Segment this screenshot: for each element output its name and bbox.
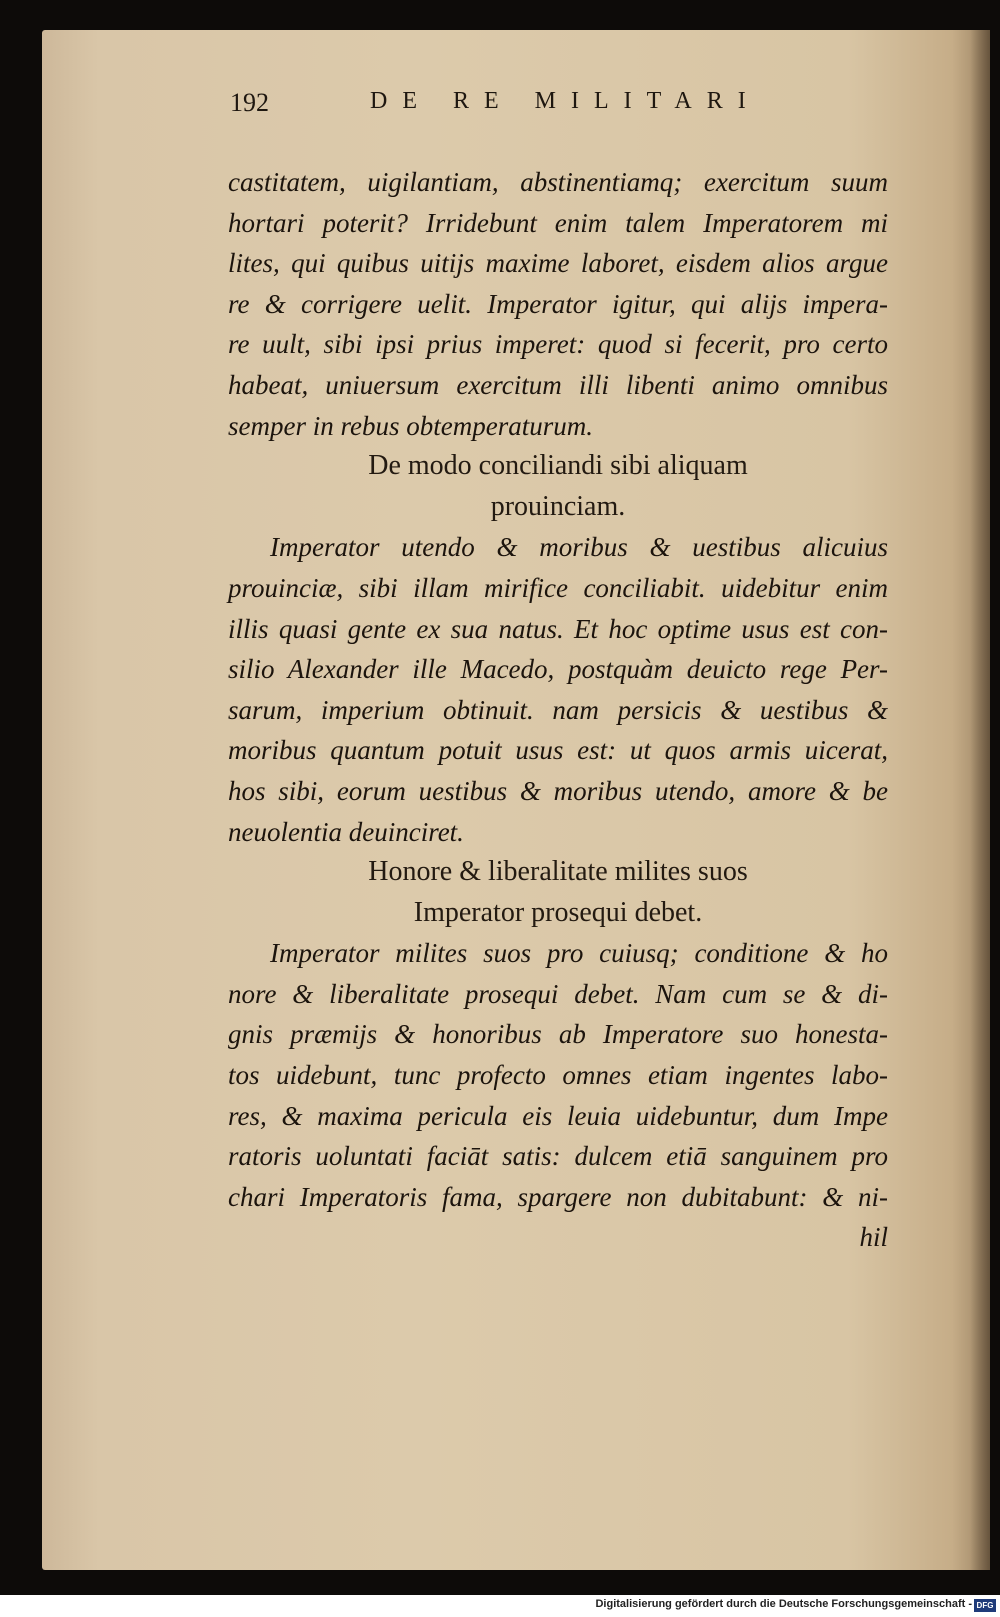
text-line: Imperator utendo & moribus & uestibus alicuius xyxy=(270,532,888,563)
text-line: ratoris uoluntati faciāt satis: dulcem etiā sanguinem pro xyxy=(228,1141,888,1172)
text-line: illis quasi gente ex sua natus. Et hoc optime usus est con- xyxy=(228,613,888,644)
section-heading: Imperator prosequi debet. xyxy=(413,896,703,928)
text-line: semper in rebus obtemperaturum. xyxy=(228,410,593,441)
text-line: habeat, uniuersum exercitum illi libenti animo omnibus xyxy=(228,369,888,400)
text-line: prouinciæ, sibi illam mirifice conciliabit. uidebitur enim xyxy=(228,572,888,603)
text-line: lites, qui quibus uitijs maxime laboret, eisdem alios argue xyxy=(228,248,888,279)
text-line: res, & maxima pericula eis leuia uidebuntur, dum Impe xyxy=(228,1100,888,1131)
footer-bar xyxy=(0,1595,1000,1617)
text-line: castitatem, uigilantiam, abstinentiamq; exercitum suum xyxy=(228,167,888,197)
text-line: silio Alexander ille Macedo, postquàm deuicto rege Per- xyxy=(228,654,888,685)
page-number: 192 xyxy=(230,88,269,117)
section-heading: Honore & liberalitate milites suos xyxy=(368,856,748,888)
section-heading: De modo conciliandi sibi aliquam xyxy=(368,450,748,482)
funding-credit: Digitalisierung gefördert durch die Deutsche Forschungsgemeinschaft - xyxy=(595,1598,972,1610)
page-gutter-shadow xyxy=(970,30,990,1570)
text-line: re uult, sibi ipsi prius imperet: quod si fecerit, pro certo xyxy=(228,329,888,360)
dfg-logo: DFG xyxy=(974,1599,996,1612)
running-title: DE RE MILITARI xyxy=(370,88,761,114)
text-line: hortari poterit? Irridebunt enim talem Imperatorem mi xyxy=(228,207,888,238)
text-line: neuolentia deuinciret. xyxy=(228,816,464,847)
text-line: nore & liberalitate prosequi debet. Nam cum se & di- xyxy=(228,978,888,1009)
text-line: gnis præmijs & honoribus ab Imperatore suo honesta- xyxy=(228,1019,888,1050)
section-heading: prouinciam. xyxy=(490,490,626,522)
text-line: hos sibi, eorum uestibus & moribus utendo, amore & be xyxy=(228,775,888,806)
text-line: Imperator milites suos pro cuiusq; conditione & ho xyxy=(270,938,888,969)
text-block xyxy=(228,162,888,1258)
text-line: moribus quantum potuit usus est: ut quos armis uicerat, xyxy=(228,735,888,766)
catchword: hil xyxy=(859,1222,888,1253)
text-line: chari Imperatoris fama, spargere non dubitabunt: & ni- xyxy=(228,1181,888,1212)
running-head xyxy=(190,88,790,122)
text-line: sarum, imperium obtinuit. nam persicis & uestibus & xyxy=(228,694,888,725)
text-line: re & corrigere uelit. Imperator igitur, qui alijs impera- xyxy=(228,288,888,319)
text-line: tos uidebunt, tunc profecto omnes etiam ingentes labo- xyxy=(228,1060,888,1091)
